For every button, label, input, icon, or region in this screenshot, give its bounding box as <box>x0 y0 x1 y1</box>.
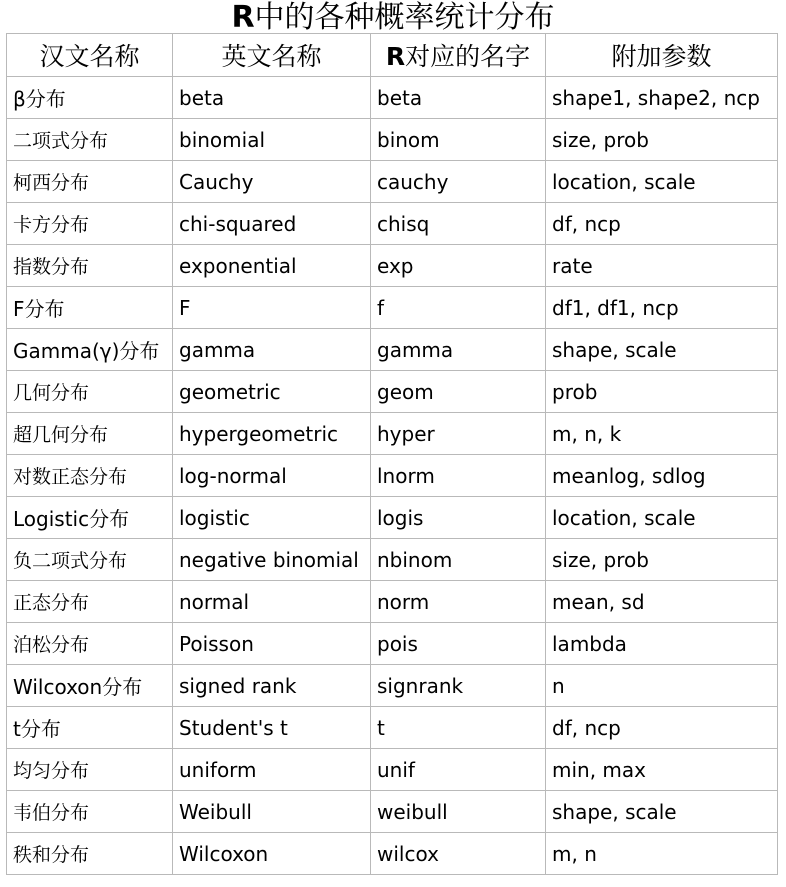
cell-parameters: meanlog, sdlog <box>546 455 778 497</box>
cell-chinese-name: 泊松分布 <box>7 623 173 665</box>
cell-chinese-name: 二项式分布 <box>7 119 173 161</box>
title-r-prefix: R <box>231 0 255 35</box>
cell-r-name: beta <box>371 77 546 119</box>
table-row <box>7 791 778 833</box>
cell-english-name: normal <box>173 581 371 623</box>
cell-chinese-name: 秩和分布 <box>7 833 173 875</box>
cell-parameters: df1, df1, ncp <box>546 287 778 329</box>
cell-english-name: geometric <box>173 371 371 413</box>
cell-parameters: shape, scale <box>546 791 778 833</box>
cell-english-name: Cauchy <box>173 161 371 203</box>
cell-parameters: rate <box>546 245 778 287</box>
cell-chinese-name: 正态分布 <box>7 581 173 623</box>
cell-chinese-name: 柯西分布 <box>7 161 173 203</box>
cell-parameters: shape1, shape2, ncp <box>546 77 778 119</box>
cell-english-name: beta <box>173 77 371 119</box>
header-english-name: 英文名称 <box>173 34 371 77</box>
cell-chinese-name: 几何分布 <box>7 371 173 413</box>
cell-r-name: hyper <box>371 413 546 455</box>
cell-english-name: log-normal <box>173 455 371 497</box>
cell-chinese-name: F分布 <box>7 287 173 329</box>
table-row <box>7 455 778 497</box>
cell-english-name: F <box>173 287 371 329</box>
table-row <box>7 665 778 707</box>
cell-parameters: shape, scale <box>546 329 778 371</box>
cell-r-name: nbinom <box>371 539 546 581</box>
cell-chinese-name: β分布 <box>7 77 173 119</box>
cell-parameters: mean, sd <box>546 581 778 623</box>
table-row <box>7 539 778 581</box>
table-row <box>7 581 778 623</box>
table-row <box>7 119 778 161</box>
table-row <box>7 833 778 875</box>
table-row <box>7 413 778 455</box>
cell-parameters: m, n, k <box>546 413 778 455</box>
cell-chinese-name: Gamma(γ)分布 <box>7 329 173 371</box>
cell-english-name: Weibull <box>173 791 371 833</box>
cell-r-name: logis <box>371 497 546 539</box>
cell-parameters: prob <box>546 371 778 413</box>
cell-r-name: norm <box>371 581 546 623</box>
cell-parameters: size, prob <box>546 539 778 581</box>
cell-parameters: min, max <box>546 749 778 791</box>
cell-english-name: binomial <box>173 119 371 161</box>
cell-parameters: n <box>546 665 778 707</box>
cell-r-name: exp <box>371 245 546 287</box>
header-row <box>7 34 778 77</box>
table-row <box>7 287 778 329</box>
cell-r-name: signrank <box>371 665 546 707</box>
table-row <box>7 161 778 203</box>
cell-chinese-name: 卡方分布 <box>7 203 173 245</box>
cell-parameters: size, prob <box>546 119 778 161</box>
table-row <box>7 329 778 371</box>
table-row <box>7 749 778 791</box>
cell-r-name: wilcox <box>371 833 546 875</box>
table-row <box>7 371 778 413</box>
cell-english-name: signed rank <box>173 665 371 707</box>
cell-chinese-name: 超几何分布 <box>7 413 173 455</box>
header-r-prefix: R <box>385 42 406 71</box>
cell-parameters: location, scale <box>546 161 778 203</box>
cell-chinese-name: 均匀分布 <box>7 749 173 791</box>
page-title <box>0 0 786 33</box>
cell-english-name: Student's t <box>173 707 371 749</box>
table-body <box>7 77 778 875</box>
cell-chinese-name: 指数分布 <box>7 245 173 287</box>
cell-r-name: cauchy <box>371 161 546 203</box>
cell-english-name: Wilcoxon <box>173 833 371 875</box>
table-row <box>7 707 778 749</box>
cell-parameters: lambda <box>546 623 778 665</box>
cell-r-name: pois <box>371 623 546 665</box>
cell-chinese-name: Logistic分布 <box>7 497 173 539</box>
cell-parameters: location, scale <box>546 497 778 539</box>
cell-english-name: gamma <box>173 329 371 371</box>
cell-english-name: exponential <box>173 245 371 287</box>
cell-chinese-name: 韦伯分布 <box>7 791 173 833</box>
cell-chinese-name: 负二项式分布 <box>7 539 173 581</box>
header-r-name-text: 对应的名字 <box>405 42 531 71</box>
cell-r-name: gamma <box>371 329 546 371</box>
cell-english-name: chi-squared <box>173 203 371 245</box>
table-row <box>7 77 778 119</box>
cell-r-name: binom <box>371 119 546 161</box>
cell-parameters: m, n <box>546 833 778 875</box>
cell-chinese-name: Wilcoxon分布 <box>7 665 173 707</box>
cell-r-name: chisq <box>371 203 546 245</box>
cell-english-name: logistic <box>173 497 371 539</box>
cell-r-name: weibull <box>371 791 546 833</box>
cell-r-name: f <box>371 287 546 329</box>
header-parameters: 附加参数 <box>546 34 778 77</box>
header-r-name <box>371 34 546 77</box>
cell-r-name: unif <box>371 749 546 791</box>
cell-parameters: df, ncp <box>546 203 778 245</box>
cell-english-name: Poisson <box>173 623 371 665</box>
cell-r-name: geom <box>371 371 546 413</box>
cell-chinese-name: 对数正态分布 <box>7 455 173 497</box>
table-row <box>7 203 778 245</box>
title-text: 中的各种概率统计分布 <box>254 0 555 35</box>
cell-english-name: uniform <box>173 749 371 791</box>
cell-r-name: lnorm <box>371 455 546 497</box>
table-row <box>7 623 778 665</box>
cell-parameters: df, ncp <box>546 707 778 749</box>
cell-english-name: hypergeometric <box>173 413 371 455</box>
distribution-table <box>6 33 778 875</box>
cell-chinese-name: t分布 <box>7 707 173 749</box>
table-row <box>7 497 778 539</box>
cell-r-name: t <box>371 707 546 749</box>
table-row <box>7 245 778 287</box>
header-chinese-name: 汉文名称 <box>7 34 173 77</box>
cell-english-name: negative binomial <box>173 539 371 581</box>
